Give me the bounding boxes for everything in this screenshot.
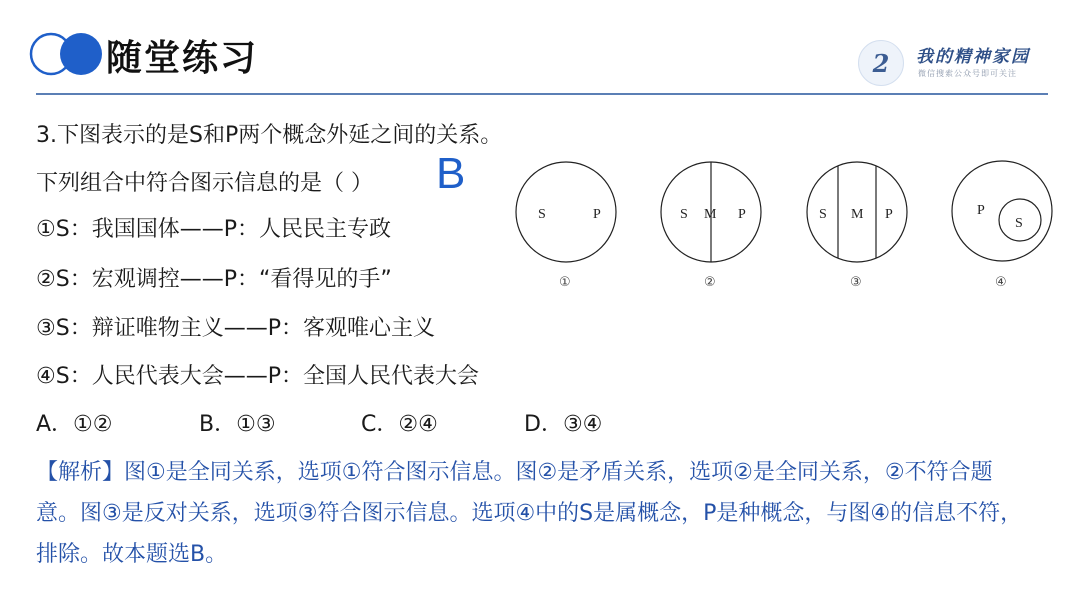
diagram-panel-4 bbox=[952, 161, 1052, 290]
diagram-panel-1 bbox=[516, 162, 616, 290]
statement-2: ②S：宏观调控——P：“看得见的手” bbox=[36, 267, 392, 292]
option-d[interactable]: D．③④ bbox=[524, 412, 603, 437]
question-stem: 3.下图表示的是S和P两个概念外延之间的关系。 bbox=[36, 123, 503, 148]
analysis-text: 【解析】图①是全同关系，选项①符合图示信息。图②是矛盾关系，选项②是全同关系，②不符合题意。图③是反对关系，选项③符合图示信息。选项④中的S是属概念，P是种概念，与图④的信息不符，排除。故本题选B。 bbox=[36, 460, 1023, 567]
page-title: 随堂练习 bbox=[106, 38, 259, 79]
panel-2-label-m: M bbox=[704, 207, 717, 222]
logo-name: 我的精神家园 bbox=[916, 47, 1030, 67]
panel-3-label-m: M bbox=[851, 207, 864, 222]
panel-1-label-s: S bbox=[538, 207, 546, 222]
statement-3: ③S：辩证唯物主义——P：客观唯心主义 bbox=[36, 316, 435, 341]
brand-logo bbox=[858, 38, 1038, 88]
logo-badge-icon: 2 bbox=[858, 40, 904, 86]
panel-1-label-p: P bbox=[593, 207, 601, 222]
option-a[interactable]: A．①② bbox=[36, 412, 113, 437]
concept-relation-diagram bbox=[514, 152, 1057, 294]
statement-4: ④S：人民代表大会——P：全国人民代表大会 bbox=[36, 364, 479, 389]
option-b[interactable]: B．①③ bbox=[199, 412, 276, 437]
panel-2-label-p: P bbox=[738, 207, 746, 222]
title-divider bbox=[36, 93, 1048, 95]
panel-3-label-s: S bbox=[819, 207, 827, 222]
title-decoration-icon bbox=[29, 32, 109, 76]
diagram-panel-3 bbox=[807, 162, 907, 290]
diagram-panel-2 bbox=[661, 162, 761, 290]
panel-2-number: ② bbox=[704, 275, 716, 290]
panel-1-number: ① bbox=[559, 275, 571, 290]
panel-4-number: ④ bbox=[995, 275, 1007, 290]
answer-mark: B bbox=[436, 149, 466, 198]
panel-4-label-s: S bbox=[1015, 216, 1023, 231]
option-c[interactable]: C．②④ bbox=[361, 412, 438, 437]
logo-subtitle: 微信搜索公众号即可关注 bbox=[918, 69, 1017, 78]
question-prompt: 下列组合中符合图示信息的是（ ） bbox=[36, 171, 373, 196]
statement-1: ①S：我国国体——P：人民民主专政 bbox=[36, 217, 391, 242]
panel-3-number: ③ bbox=[850, 275, 862, 290]
panel-4-label-p: P bbox=[977, 203, 985, 218]
panel-2-label-s: S bbox=[680, 207, 688, 222]
panel-3-label-p: P bbox=[885, 207, 893, 222]
